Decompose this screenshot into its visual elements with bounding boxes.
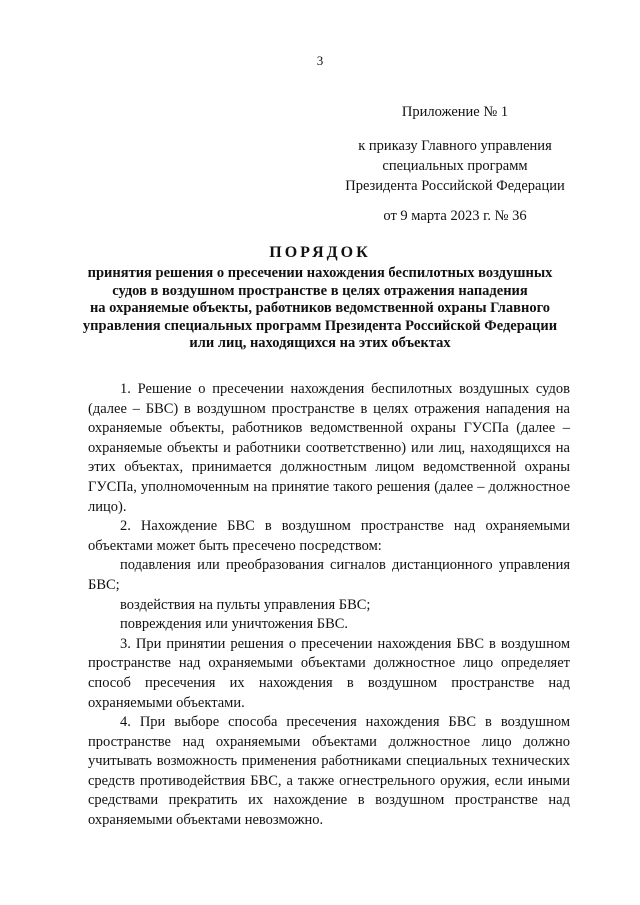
list-item-control-panels: воздействия на пульты управления БВС; <box>120 596 371 613</box>
appendix-date: от 9 марта 2023 г. № 36 <box>383 208 527 224</box>
paragraph-4: 4. При выборе способа пресечения нахождения БВС в воздушном пространстве над охраняемыми объектами должностное лицо должно учитывать возможность применения работниками специальных технических средств противодействия БВС, а также огнестрельного оружия, если иными средствами прекратить их нахождение в воздушном пространстве над охраняемыми объектами невозможно. <box>88 714 570 829</box>
paragraph-2: 2. Нахождение БВС в воздушном пространстве над охраняемыми объектами может быть пресечено посредством: <box>88 518 570 554</box>
page-number: 3 <box>316 53 324 68</box>
paragraph-1: 1. Решение о пресечении нахождения беспилотных воздушных судов (далее – БВС) в воздушном пространстве в целях отражения нападения на охраняемые объекты, работников ведомственной охраны ГУСПа (далее – охраняемые объекты и работники соответственно) или лиц, находящихся на этих объектах, принимается должностным лицом ведомственной охраны ГУСПа, уполномоченным на принятие такого решения (далее – должностное лицо). <box>88 381 570 515</box>
document-heading <box>60 243 580 353</box>
appendix-block <box>330 102 580 226</box>
paragraph-3: 3. При принятии решения о пресечении нахождения БВС в воздушном пространстве над охраняемыми объектами должностное лицо определяет способ пресечения их нахождения в воздушном пространстве над охраняемыми объектами. <box>88 635 570 711</box>
appendix-line-1: к приказу Главного управления <box>358 138 552 154</box>
subtitle-line: управления специальных программ Президента Российской Федерации <box>82 317 558 334</box>
subtitle-line: судов в воздушном пространстве в целях отражения нападения <box>112 282 528 299</box>
appendix-title: Приложение № 1 <box>401 104 509 120</box>
subtitle-line: принятия решения о пресечении нахождения беспилотных воздушных <box>87 265 553 281</box>
document-subtitle <box>60 265 580 353</box>
appendix-line-3: Президента Российской Федерации <box>345 178 565 194</box>
list-item-signal-suppression: подавления или преобразования сигналов дистанционного управления БВС; <box>88 557 570 593</box>
list-item-destruction: повреждения или уничтожения БВС. <box>120 616 349 633</box>
subtitle-line: или лиц, находящихся на этих объектах <box>189 335 451 351</box>
document-body <box>88 380 570 831</box>
appendix-line-2: специальных программ <box>382 158 528 174</box>
subtitle-line: на охраняемые объекты, работников ведомственной охраны Главного <box>89 300 551 316</box>
document-title: ПОРЯДОК <box>269 244 371 261</box>
